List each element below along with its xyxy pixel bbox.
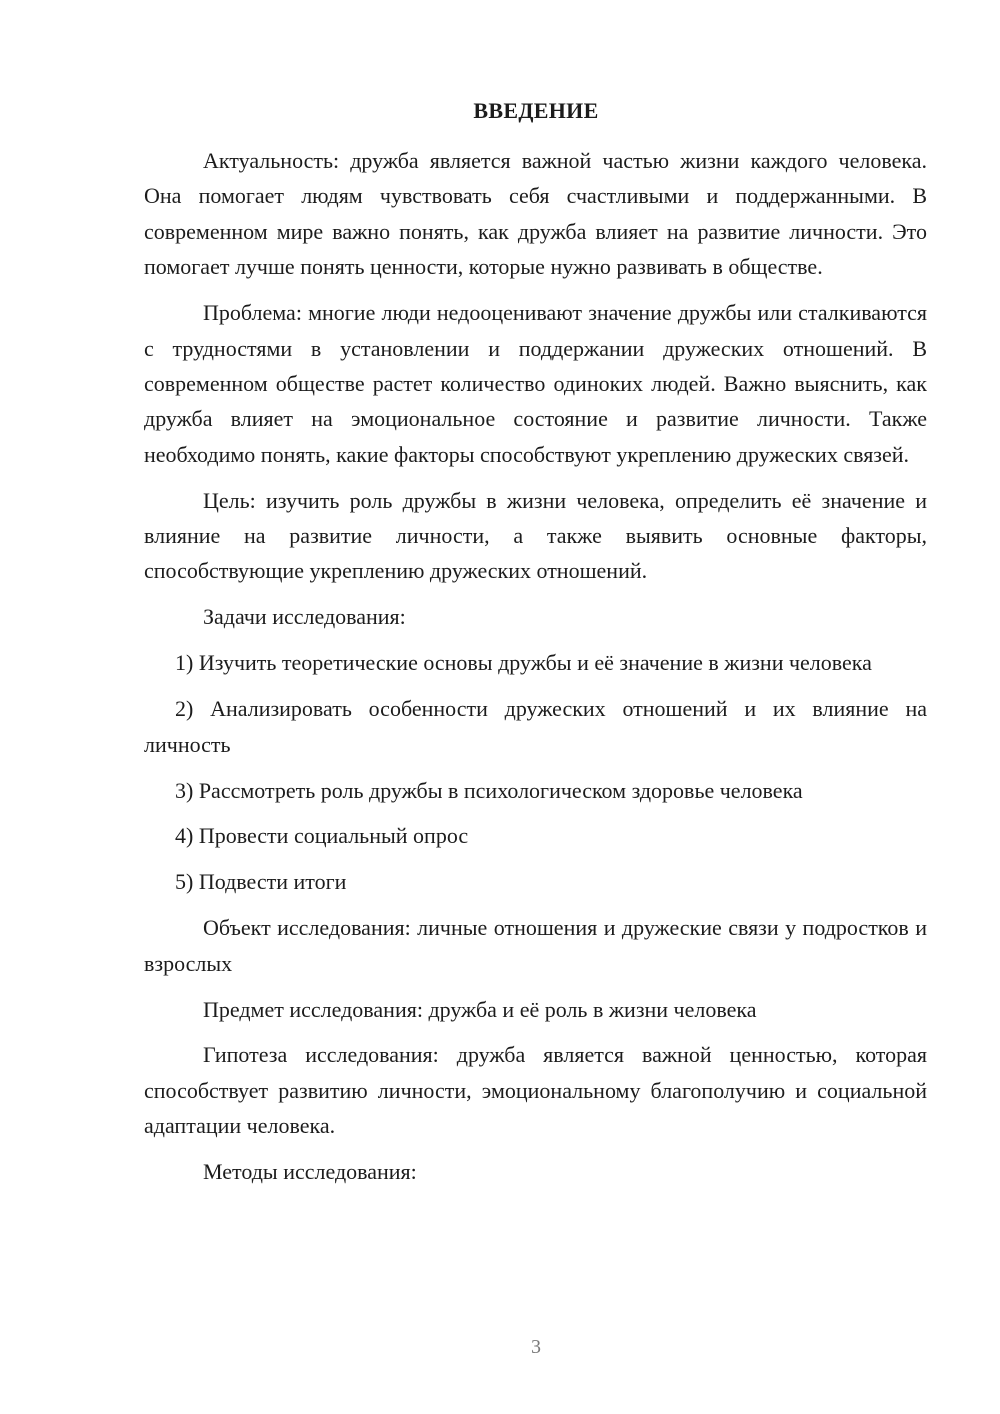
task-item-5: 5) Подвести итоги <box>175 869 347 895</box>
document-body <box>144 143 927 1190</box>
paragraph-goal: Цель: изучить роль дружбы в жизни человека, определить её значение и влияние на развитие личности, а также выявить основные факторы, способствующие укреплению дружеских отношений. <box>144 487 927 584</box>
paragraph-object: Объект исследования: личные отношения и дружеские связи у подростков и взрослых <box>144 915 927 976</box>
paragraph-relevance: Актуальность: дружба является важной частью жизни каждого человека. Она помогает людям чувствовать себя счастливыми и поддержанными. В современном мире важно понять, как дружба влияет на развитие личности. Это помогает лучше понять ценности, которые нужно развивать в обществе. <box>144 148 927 280</box>
task-item-3: 3) Рассмотреть роль дружбы в психологическом здоровье человека <box>175 777 803 803</box>
paragraph-subject: Предмет исследования: дружба и её роль в жизни человека <box>203 996 757 1022</box>
page-number: 3 <box>531 1336 541 1358</box>
task-item-1: 1) Изучить теоретические основы дружбы и её значение в жизни человека <box>175 650 872 676</box>
paragraph-hypothesis: Гипотеза исследования: дружба является важной ценностью, которая способствует развитию личности, эмоциональному благополучию и социальной адаптации человека. <box>144 1042 927 1139</box>
paragraph-problem: Проблема: многие люди недооценивают значение дружбы или сталкиваются с трудностями в установлении и поддержании дружеских отношений. В современном обществе растет количество одиноких людей. Важно выяснить, как дружба влияет на эмоциональное состояние и развитие личности. Также необходимо понять, какие факторы способствуют укреплению дружеских связей. <box>144 300 927 467</box>
methods-heading: Методы исследования: <box>203 1159 417 1185</box>
task-item-4: 4) Провести социальный опрос <box>175 823 469 849</box>
task-item-2: 2) Анализировать особенности дружеских отношений и их влияние на личность <box>144 696 927 757</box>
section-title: ВВЕДЕНИЕ <box>473 98 599 123</box>
tasks-heading: Задачи исследования: <box>203 604 406 630</box>
